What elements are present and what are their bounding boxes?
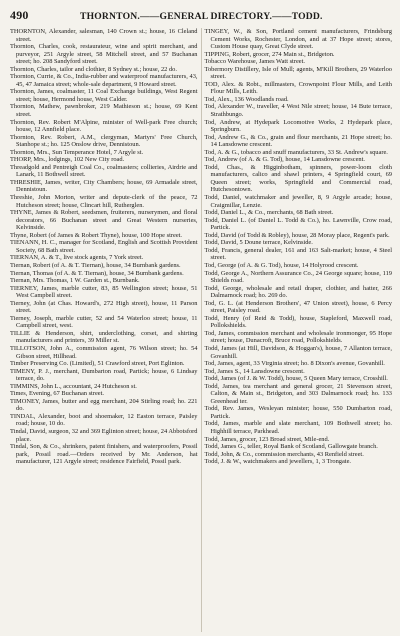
directory-entry: Todd, Henry (of Reid & Todd), house, Stapleford, Maxwell road, Pollokshields. <box>204 314 392 330</box>
directory-entry: Todd, J. & W., watchmakers and jewellers, 1, 3 Trongate. <box>204 458 352 466</box>
directory-entry: TINDAL, Alexander, boot and shoemaker, 12 Easton terrace, Paisley road; house, 10 do. <box>10 412 198 428</box>
directory-entry: Thornton, Charles, cook, restaurateur, wine and spirit merchant, and purveyor, 251 Argyle street, 58 Mitchell street, and 57 Buchanan street; ho. 208 Sandyford street. <box>10 43 198 66</box>
directory-entry: Todd, George A., Northern Assurance Co., 24 George square; house, 119 Shields road. <box>204 269 392 285</box>
directory-entry: TILLIE & Henderson, shirt, underclothing, corset, and shirting manufacturers and printers, 39 Miller st. <box>10 329 198 345</box>
directory-entry: Tobermory Distillery, Isle of Mull; agents, M'Kill Brothers, 29 Waterloo street. <box>204 65 392 81</box>
right-column <box>202 28 393 632</box>
directory-entry: THRESHIE, James, writer, City Chambers; house, 69 Armadale street, Dennistoun. <box>10 178 198 194</box>
directory-entry: Todd, Rev. James, Wesleyan minister; house, 550 Dumbarton road, Partick. <box>204 405 392 420</box>
directory-entry: Thornton, Rev. Robert M'Alpine, minister of Well-park Free church; house, 12 Annfield place. <box>10 118 198 134</box>
directory-entry: Timber Preserving Co. (Limited), 51 Crawford street, Port Eglinton. <box>10 360 185 368</box>
directory-entry: Thyne, Robert (of James & Robert Thyne), house, 100 Hope street. <box>10 231 183 239</box>
directory-entry: Todd, Chas., & Higginbotham, spinners, power-loom cloth manufacturers, calico and shawl printers, 4 Springfield court, 69 Queen street; works, Springfield and Commercial road, Hutchesontown. <box>204 163 392 194</box>
directory-entry: Tod, James S., 14 Lansdowne crescent. <box>204 367 305 375</box>
directory-entry: TOD, Alex. & Robt., millmasters, Crownpoint Flour Mills, and Leith Flour Mills, Leith. <box>204 80 392 96</box>
running-title: THORNTON.——GENERAL DIRECTORY.——TODD. <box>79 11 323 22</box>
directory-entry: Todd, David, 5 Doune terrace, Kelvinside. <box>204 239 313 247</box>
directory-entry: Tiernan, Robert (of A. & T. Tiernan), house, 34 Burnbank gardens. <box>10 261 181 269</box>
directory-entry: Todd, James (at Hill, Davidson, & Hoggan's), house, 7 Allanton terrace, Govanhill. <box>204 344 392 360</box>
directory-entry: Threadgold and Pentreigh Coal Co., coalmasters; collieries, Airdrie and Lanark, 11 Bothwell street. <box>10 163 198 179</box>
directory-entry: Thornton, James, coalmaster, 11 Coal Exchange buildings, West Regent street; house, Hermond house, West Calder. <box>10 88 198 103</box>
directory-entry: TILLOTSON, John A., commission agent, 76 Wilson street; ho. 54 Gibson street, Hillhead. <box>10 344 198 360</box>
directory-entry: Tindal, David, surgeon, 32 and 369 Eglinton street; house, 24 Abbotsford place. <box>10 427 198 443</box>
directory-entry: Todd, George, wholesale and retail draper, clothier, and hatter, 266 Dalmarnock road; ho. 269 do. <box>204 284 392 300</box>
directory-entry: Thornton, Currie, & Co., India-rubber and waterproof manufacturers, 43, 45, 47 Jamaica street; whole-sale department, 9 Howard street. <box>10 73 198 88</box>
directory-entry: Todd, Francis, general dealer, 161 and 163 Salt-market; house, 4 Steel street. <box>204 246 392 262</box>
directory-entry: THORP, Mrs., lodgings, 102 New City road. <box>10 156 125 164</box>
directory-entry: Todd, James, grocer, 123 Broad street, Mile-end. <box>204 435 330 443</box>
directory-entry: TIMONEY, James, butter and egg merchant, 204 Stirling road; ho. 221 do. <box>10 397 198 413</box>
directory-entry: Tod, Andrew G., & Co., grain and flour merchants, 21 Hope street; ho. 14 Lansdowne crescent. <box>204 133 392 149</box>
directory-entry: Tod, George (of A. & G. Tod), house, 14 Holyrood crescent. <box>204 261 359 269</box>
directory-entry: Tobacco Warehouse, James Watt street. <box>204 58 306 66</box>
directory-entry: Todd, James, marble and slate merchant, 109 Bothwell street; ho. Highhill terrace, Parkhead. <box>204 420 392 435</box>
directory-entry: Times, Evening, 67 Buchanan street. <box>10 390 105 398</box>
directory-entry: Todd, Daniel, watchmaker and jeweller, 8, 9 Argyle arcade; house, Craigmillar, Lenzie. <box>204 194 392 209</box>
directory-entry: THORNTON, Alexander, salesman, 140 Crown st.; house, 16 Cleland street. <box>10 28 198 43</box>
directory-entry: Todd, David (of Todd & Robley), house, 28 Moray place, Regent's park. <box>204 231 390 239</box>
page-header <box>10 8 392 24</box>
directory-entry: Tiernan, Mrs. Thomas, 1 W. Garden st., Burnbank. <box>10 277 140 285</box>
directory-entry: Thornton, Charles, tailor and clothier, 8 Sydney st.; house, 22 do. <box>10 65 177 73</box>
directory-entry: TIMMINS, John L., accountant, 24 Hutcheson st. <box>10 382 137 390</box>
directory-entry: Todd, James G., teller, Royal Bank of Scotland, Gallowgate branch. <box>204 443 378 451</box>
directory-entry: Tod, James, commission merchant and wholesale ironmonger, 95 Hope street; house, Dunacroft, Bruce road, Pollokshields. <box>204 329 392 345</box>
page-number: 490 <box>10 8 29 22</box>
left-column <box>10 28 202 632</box>
directory-entry: Todd, Daniel L., & Co., merchants, 68 Bath street. <box>204 209 334 217</box>
directory-entry: Todd, Daniel L. (of Daniel L. Todd & Co.), ho. Lawnville, Crow road, Partick. <box>204 216 392 232</box>
directory-entry: Threshie, John Morton, writer and depute-clerk of the peace, 72 Hutcheson street; house, Clincart hill, Rutherglen. <box>10 194 198 209</box>
directory-entry: Tierney, Joseph, marble cutter, 52 and 54 Waterloo street; house, 11 Campbell street, west. <box>10 314 198 330</box>
directory-entry: Thornton, Mrs., Sun Temperance Hotel, 7 Argyle st. <box>10 148 144 156</box>
directory-entry: TIPPING, Robert, grocer, 274 Main st., Bridgeton. <box>204 50 335 58</box>
directory-entry: Tod, G. L. (at Henderson Brothers', 47 Union street), house, 6 Percy street, Paisley road. <box>204 299 392 315</box>
directory-entry: Thornton, Rev. Robert, A.M., clergyman, Martyrs' Free Church, Stanhope st.; ho. 125 Onslow drive, Dennistoun. <box>10 133 198 149</box>
directory-entry: TINGEY, W., & Son, Portland cement manufacturers, Frindsburg Cement Works, Rochester, London, and at 37 Hope street; stores, Custom House quay, Great Clyde street. <box>204 28 392 51</box>
directory-entry: TIERNAN, A. & T., live stock agents, 7 York street. <box>10 254 144 262</box>
directory-entry: Tindal, Son, & Co., shrinkers, patent finishers, and waterproofers, Possil park, Possil road.—Orders received by Mr. Anderson, hat manufacturer, 121 Argyle street; residence Fairfield, Possil park. <box>10 443 198 466</box>
directory-entry: Todd, James (of J. & W. Todd), house, 5 Queen Mary terrace, Crosshill. <box>204 375 388 383</box>
directory-entry: TIERNEY, James, marble cutter, 83, 85 Wellington street; house, 51 West Campbell street. <box>10 284 198 300</box>
directory-entry: Tod, Alex., 136 Woodlands road. <box>204 95 289 103</box>
directory-entry: Tierney, John (at Chas. Howard's, 272 High street), house, 11 Parson street. <box>10 299 198 315</box>
directory-entry: Todd, James, tea merchant and general grocer, 21 Stevenson street, Calton, & Main st., Bridgeton, and 303 Dalmarnock road; ho. 133 Greenhead ter. <box>204 382 392 405</box>
directory-entry: TIMENY, P. J., merchant, Dumbarton road, Partick; house, 6 Lindsay terrace, do. <box>10 367 198 383</box>
directory-entry: Tiernan, Thomas (of A. & T. Tiernan), house, 34 Burnbank gardens. <box>10 269 184 277</box>
directory-entry: Tod, James, agent, 33 Virginia street; ho. 8 Dixon's avenue, Govanhill. <box>204 360 385 368</box>
directory-entry: TIENANN, H. C., manager for Scotland, English and Scottish Provident Society, 68 Bath street. <box>10 239 198 254</box>
directory-columns <box>10 28 392 632</box>
directory-entry: Thornton, Mathew, pawnbroker, 219 Mathieson st.; house, 69 Kent street. <box>10 103 198 119</box>
directory-entry: Tod, Alexander W., traveller, 4 West Nile street; house, 14 Bute terrace, Strathbungo. <box>204 103 392 119</box>
directory-entry: Tod, Andrew (of A. & G. Tod), house, 14 Lansdowne crescent. <box>204 156 365 164</box>
directory-entry: Todd, John, & Co., commission merchants, 43 Renfield street. <box>204 450 364 458</box>
directory-entry: Tod, A. & G., tobacco and snuff manufacturers, 33 St. Andrew's square. <box>204 148 388 156</box>
directory-entry: THYNE, James & Robert, seedsmen, fruiterers, nurserymen, and floral decorators, 66 Buchanan street and Great Western nurseries, Kelvinside. <box>10 209 198 232</box>
directory-entry: Tod, Andrew, at Hydepark Locomotive Works, 2 Hydepark place, Springburn. <box>204 118 392 134</box>
